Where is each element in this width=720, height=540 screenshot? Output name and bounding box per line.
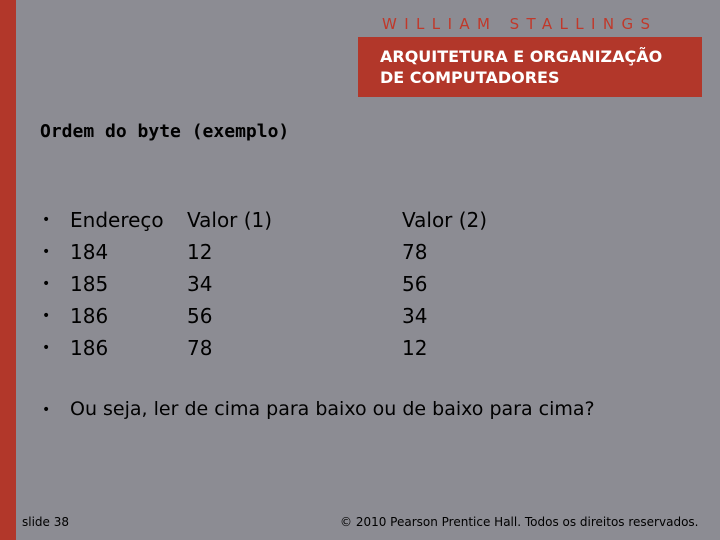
bullet-icon: •	[42, 244, 51, 260]
header-value-1: Valor (1)	[187, 208, 273, 232]
bullet-icon: •	[42, 212, 51, 228]
value-1-cell: 56	[187, 304, 213, 328]
question-bullet	[42, 396, 622, 422]
author-name: WILLIAM STALLINGS	[382, 15, 658, 33]
slide-number: slide 38	[22, 515, 70, 529]
slide-title: Ordem do byte (exemplo)	[40, 121, 290, 142]
address-cell: 186	[70, 336, 109, 360]
bullet-icon: •	[42, 402, 51, 418]
value-2-cell: 12	[402, 336, 428, 360]
address-cell: 184	[70, 240, 109, 264]
header-value-2: Valor (2)	[402, 208, 488, 232]
header-address: Endereço	[70, 208, 164, 232]
copyright-notice: © 2010 Pearson Prentice Hall. Todos os direitos reservados.	[340, 515, 699, 529]
book-title-line-1: ARQUITETURA E ORGANIZAÇÃO	[380, 47, 663, 66]
question-text: Ou seja, ler de cima para baixo ou de baixo para cima?	[70, 398, 595, 420]
value-1-cell: 34	[187, 272, 213, 296]
value-2-cell: 56	[402, 272, 428, 296]
address-cell: 186	[70, 304, 109, 328]
book-title-line-2: DE COMPUTADORES	[380, 68, 560, 87]
address-cell: 185	[70, 272, 109, 296]
left-accent-bar	[0, 0, 16, 540]
value-2-cell: 34	[402, 304, 428, 328]
bullet-icon: •	[42, 276, 51, 292]
value-1-cell: 12	[187, 240, 213, 264]
bullet-icon: •	[42, 340, 51, 356]
book-title-box	[358, 37, 702, 97]
value-1-cell: 78	[187, 336, 213, 360]
value-2-cell: 78	[402, 240, 428, 264]
bullet-icon: •	[42, 308, 51, 324]
